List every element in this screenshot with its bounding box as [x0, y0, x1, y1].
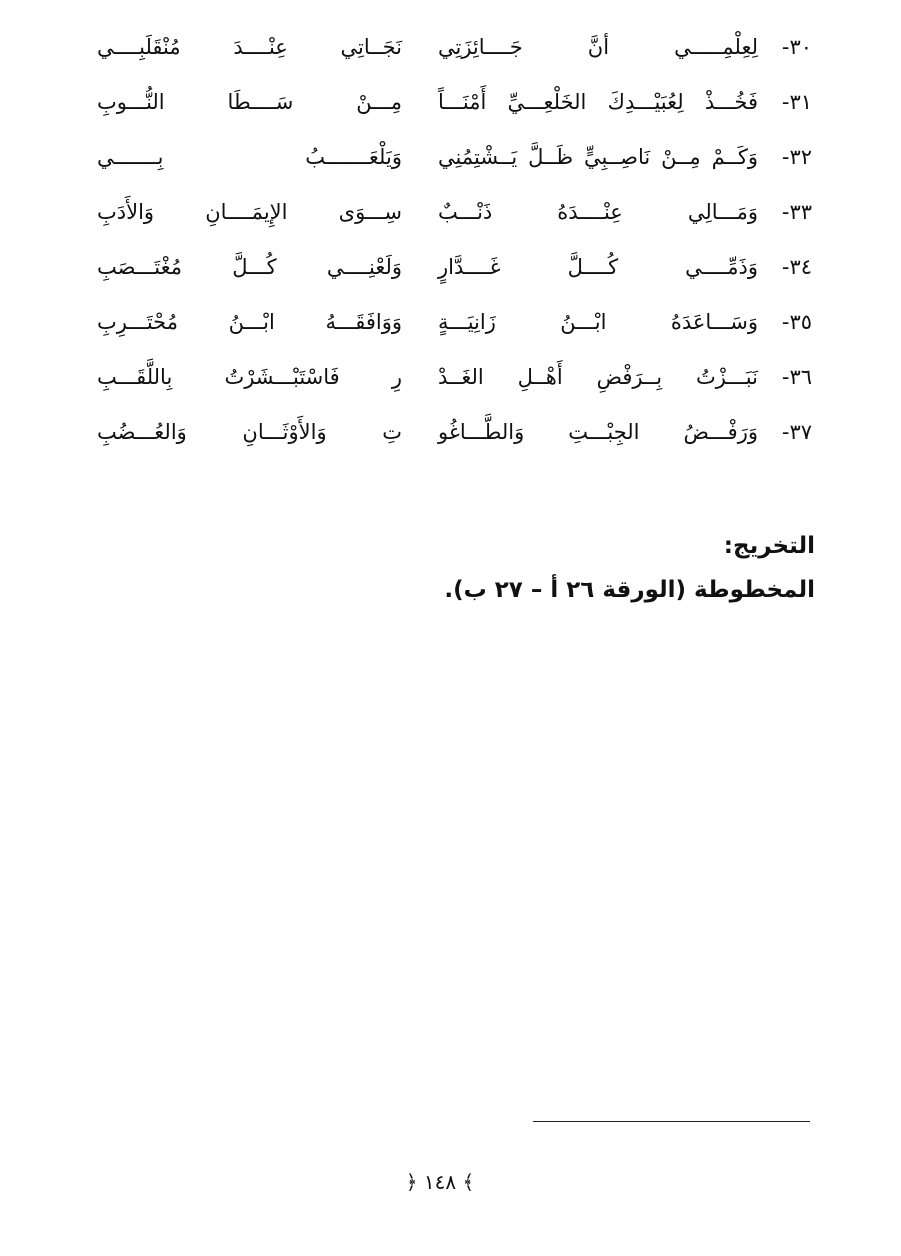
verse-second-hemistich: مِـــنْ سَــــطَا النُّـــوبِ: [97, 90, 402, 114]
verse-second-hemistich: وَلَعْنِــــي كُـــلَّ مُغْتَـــصَبِ: [97, 255, 402, 279]
verse-number: ٣٤-: [781, 255, 812, 279]
verse-first-hemistich: وَذَمِّــــي كُــــلَّ غَــــدَّارٍ: [438, 255, 758, 279]
verse-line: [80, 79, 820, 134]
verse-first-hemistich: وَسَـــاعَدَهُ ابْـــنُ زَانِيَـــةٍ: [438, 310, 758, 334]
takhrij-section: [115, 528, 815, 610]
verse-line: [80, 244, 820, 299]
verse-line: [80, 24, 820, 79]
verse-number: ٣١-: [781, 90, 812, 114]
verse-number: ٣٣-: [781, 200, 812, 224]
verse-first-hemistich: لِعِلْمِـــــي أنَّ جَــــائِزَتِي: [438, 35, 758, 59]
verse-number: ٣٢-: [781, 145, 812, 169]
verse-line: [80, 134, 820, 189]
verse-second-hemistich: تِ وَالأَوْثَـــانِ وَالعُـــضُبِ: [97, 420, 402, 444]
poem-verses: [80, 24, 820, 464]
verse-number: ٣٥-: [781, 310, 812, 334]
verse-second-hemistich: رِ فَاسْتَبْـــشَرْتُ بِاللَّقَـــبِ: [97, 365, 402, 389]
verse-first-hemistich: نَبَـــزْتُ بِــرَفْضِ أَهْــلِ الغَــدْ: [438, 365, 758, 389]
verse-line: [80, 409, 820, 464]
verse-number: ٣٧-: [781, 420, 812, 444]
verse-second-hemistich: وَيَلْعَـــــــبُ بِـــــــي: [97, 145, 402, 169]
verse-first-hemistich: وَكَــمْ مِــنْ نَاصِــبِيٍّ ظَــلَّ يَــشْتِمُنِي: [438, 145, 758, 169]
verse-line: [80, 299, 820, 354]
verse-number: ٣٠-: [781, 35, 812, 59]
takhrij-heading: التخريج:: [723, 533, 815, 559]
verse-second-hemistich: وَوَافَقَـــهُ ابْـــنُ مُحْتَـــرِبِ: [97, 310, 402, 334]
verse-second-hemistich: سِـــوَى الإِيمَــــانِ وَالأَدَبِ: [97, 200, 402, 224]
verse-line: [80, 189, 820, 244]
takhrij-source: المخطوطة (الورقة ٢٦ أ – ٢٧ ب).: [444, 577, 815, 603]
page-number: ﴿ ١٤٨ ﴾: [405, 1170, 475, 1194]
verse-line: [80, 354, 820, 409]
verse-first-hemistich: فَخُـــذْ لِعُبَيْـــدِكَ الخَلْعِـــيِّ أَمْنَـــاً: [438, 90, 758, 114]
footnote-divider: [533, 1121, 810, 1122]
verse-second-hemistich: نَجَــاتِي عِنْــــدَ مُنْقَلَبِــــي: [97, 35, 402, 59]
verse-first-hemistich: وَمَـــالِي عِنْــــدَهُ ذَنْـــبٌ: [438, 200, 758, 224]
verse-first-hemistich: وَرَفْـــضُ الجِبْـــتِ وَالطَّـــاغُو: [438, 420, 758, 444]
verse-number: ٣٦-: [781, 365, 812, 389]
